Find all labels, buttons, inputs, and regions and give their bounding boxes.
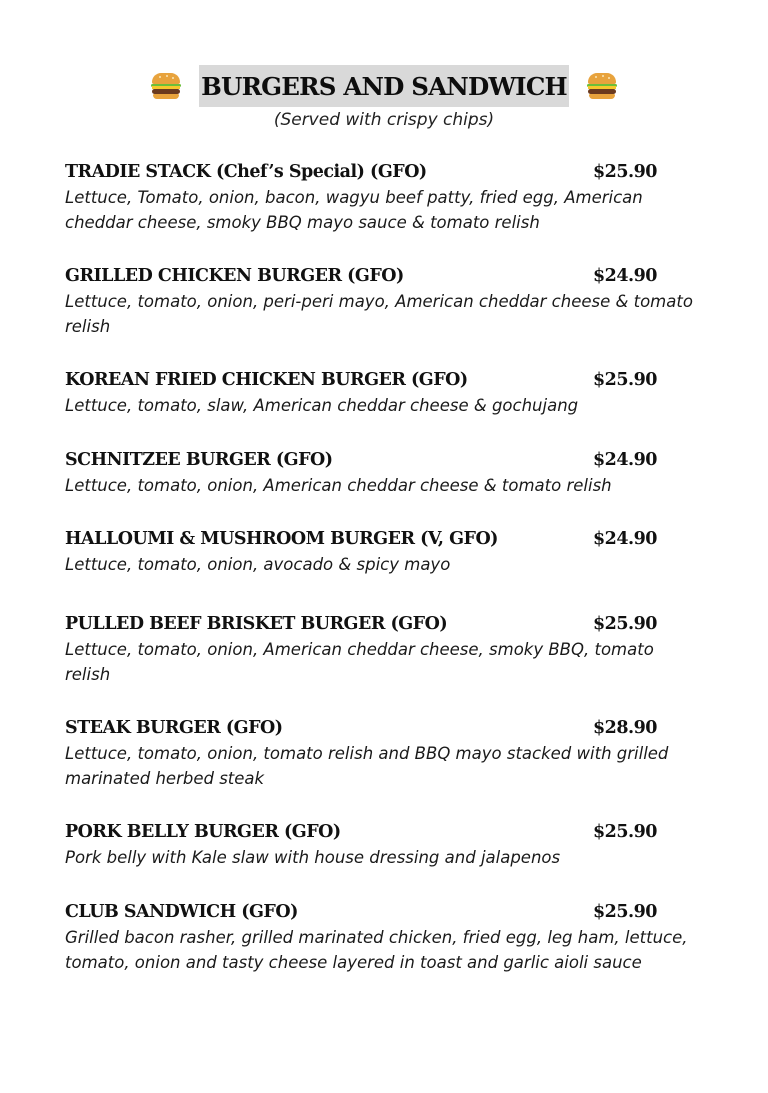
page-subtitle: (Served with crispy chips): [273, 110, 495, 130]
item-price: $24.90: [593, 266, 657, 286]
item-price: $25.90: [593, 370, 657, 390]
menu-item: [65, 158, 705, 235]
menu-item: [65, 525, 705, 578]
item-price: $25.90: [593, 614, 657, 634]
item-name: SCHNITZEE BURGER (GFO): [65, 450, 333, 470]
item-name: GRILLED CHICKEN BURGER (GFO): [65, 266, 404, 286]
menu-item: [65, 610, 705, 687]
item-description: Lettuce, tomato, onion, American cheddar cheese & tomato relish: [65, 476, 612, 495]
item-name: CLUB SANDWICH (GFO): [65, 902, 298, 922]
item-name: PORK BELLY BURGER (GFO): [65, 822, 341, 842]
item-name: PULLED BEEF BRISKET BURGER (GFO): [65, 614, 448, 634]
menu-item: [65, 818, 705, 871]
item-name: HALLOUMI & MUSHROOM BURGER (V, GFO): [65, 529, 498, 549]
title-row: [0, 64, 768, 108]
menu-item: [65, 446, 705, 499]
item-name: STEAK BURGER (GFO): [65, 718, 283, 738]
item-description: Lettuce, tomato, onion, peri-peri mayo, American cheddar cheese & tomato relish: [65, 292, 693, 336]
item-name: TRADIE STACK (Chef’s Special) (GFO): [65, 162, 427, 182]
item-price: $25.90: [593, 822, 657, 842]
item-description: Lettuce, Tomato, onion, bacon, wagyu beef patty, fried egg, American cheddar cheese, smoky BBQ mayo sauce & tomato relish: [65, 188, 643, 232]
burger-icon: [585, 71, 619, 101]
item-name: KOREAN FRIED CHICKEN BURGER (GFO): [65, 370, 468, 390]
item-price: $24.90: [593, 450, 657, 470]
item-description: Lettuce, tomato, onion, avocado & spicy mayo: [65, 555, 451, 574]
item-description: Lettuce, tomato, onion, tomato relish and BBQ mayo stacked with grilled marinated herbed steak: [65, 744, 669, 788]
menu-item: [65, 262, 705, 339]
menu-item: [65, 898, 705, 975]
menu-item: [65, 714, 705, 791]
item-price: $25.90: [593, 162, 657, 182]
item-description: Grilled bacon rasher, grilled marinated chicken, fried egg, leg ham, lettuce, tomato, onion and tasty cheese layered in toast and garlic aioli sauce: [65, 928, 688, 972]
item-description: Lettuce, tomato, onion, American cheddar cheese, smoky BBQ, tomato relish: [65, 640, 654, 684]
menu-header: [0, 64, 768, 132]
item-description: Lettuce, tomato, slaw, American cheddar cheese & gochujang: [65, 396, 579, 415]
burger-icon: [149, 71, 183, 101]
item-price: $28.90: [593, 718, 657, 738]
page-title: BURGERS AND SANDWICH: [199, 65, 569, 107]
item-price: $24.90: [593, 529, 657, 549]
item-description: Pork belly with Kale slaw with house dressing and jalapenos: [65, 848, 561, 867]
item-price: $25.90: [593, 902, 657, 922]
menu-item: [65, 366, 705, 419]
